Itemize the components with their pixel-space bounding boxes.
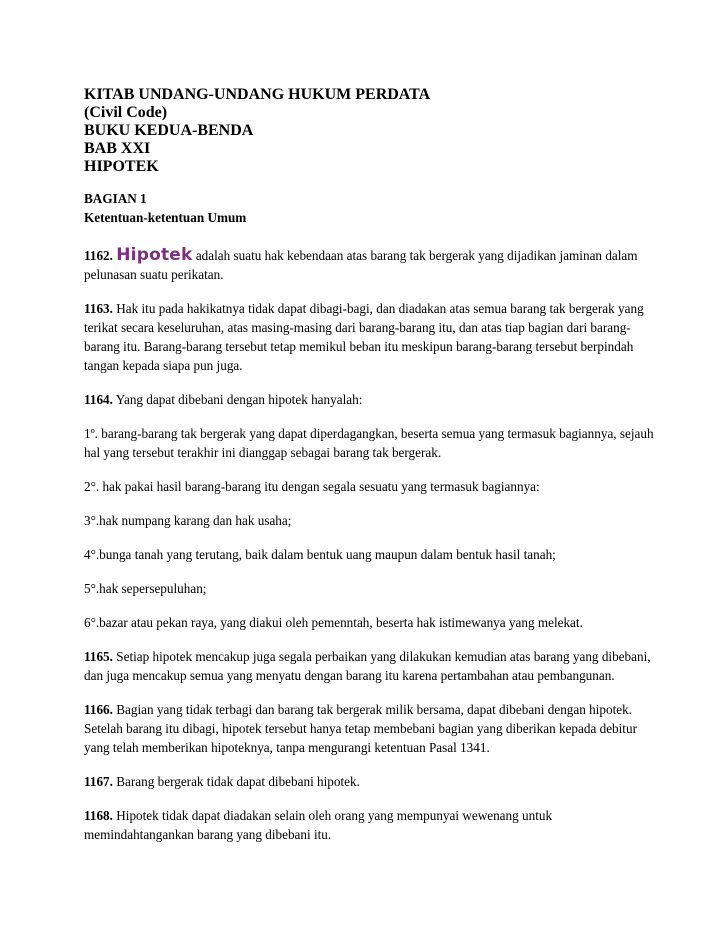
article-text: Yang dapat dibebani dengan hipotek hanyalah: — [112, 392, 363, 407]
article-number: 1163. — [84, 301, 113, 316]
article-text: Bagian yang tidak terbagi dan barang tak bergerak milik bersama, dapat dibebani dengan hipotek. Setelah barang itu dibagi, hipotek tersebut hanya tetap membebani bagian yang diberikan kepada debitur yang telah memberikan hipoteknya, tanpa mengurangi ketentuan Pasal 1341. — [84, 702, 637, 755]
article-text: Barang bergerak tidak dapat dibebani hipotek. — [112, 774, 360, 789]
article-text: Setiap hipotek mencakup juga segala perbaikan yang dilakukan kemudian atas barang yang dibebani, dan juga mencakup semua yang menyatu dengan barang itu karena pertambahan atau pembangunan. — [84, 649, 651, 683]
article-1167 — [84, 772, 654, 791]
title-kitab: KITAB UNDANG-UNDANG HUKUM PERDATA — [84, 86, 431, 103]
article-text: adalah suatu hak kebendaan atas barang tak bergerak yang dijadikan jaminan dalam pelunasan suatu perikatan. — [84, 248, 638, 282]
list-item-6: 6°.bazar atau pekan raya, yang diakui oleh pemenntah, beserta hak istimewanya yang melekat. — [84, 615, 583, 630]
article-1164 — [84, 390, 654, 409]
section-title: BAGIAN 1 — [84, 191, 147, 206]
article-number: 1166. — [84, 702, 113, 717]
title-hipotek: HIPOTEK — [84, 158, 159, 175]
article-number: 1168. — [84, 808, 113, 823]
list-item-4: 4°.bunga tanah yang terutang, baik dalam bentuk uang maupun dalam bentuk hasil tanah; — [84, 547, 556, 562]
article-text: Hipotek tidak dapat diadakan selain oleh orang yang mempunyai wewenang untuk memindahtangankan barang yang dibebani itu. — [84, 808, 553, 842]
document-body — [84, 86, 654, 844]
list-item-5: 5°.hak sepersepuluhan; — [84, 581, 207, 596]
keyword-hipotek: Hipotek — [116, 245, 193, 265]
article-number: 1165. — [84, 649, 113, 664]
article-1163 — [84, 299, 654, 375]
article-number: 1164. — [84, 392, 113, 407]
section-subtitle: Ketentuan-ketentuan Umum — [84, 210, 247, 225]
list-item-3: 3°.hak numpang karang dan hak usaha; — [84, 513, 292, 528]
article-1165 — [84, 647, 654, 685]
list-item-1: 1º. barang-barang tak bergerak yang dapat diperdagangkan, beserta semua yang termasuk bagiannya, sejauh hal yang tersebut terakhir ini dianggap sebagai barang tak bergerak. — [84, 426, 654, 460]
title-civil-code: (Civil Code) — [84, 104, 168, 121]
title-bab: BAB XXI — [84, 140, 151, 157]
title-buku: BUKU KEDUA-BENDA — [84, 122, 254, 139]
article-number: 1167. — [84, 774, 113, 789]
article-1168 — [84, 806, 654, 844]
article-number: 1162. — [84, 248, 113, 263]
article-text: Hak itu pada hakikatnya tidak dapat dibagi-bagi, dan diadakan atas semua barang tak bergerak yang terikat secara keseluruhan, atas masing-masing dari barang-barang itu, dan atas tiap bagian dari barang-barang itu. Barang-barang tersebut tetap memikul beban itu meskipun barang-barang tersebut berpindah tangan kepada siapa pun juga. — [84, 301, 644, 373]
article-1166 — [84, 700, 654, 757]
list-item-2: 2°. hak pakai hasil barang-barang itu dengan segala sesuatu yang termasuk bagiannya: — [84, 479, 540, 494]
article-1162 — [84, 246, 654, 284]
